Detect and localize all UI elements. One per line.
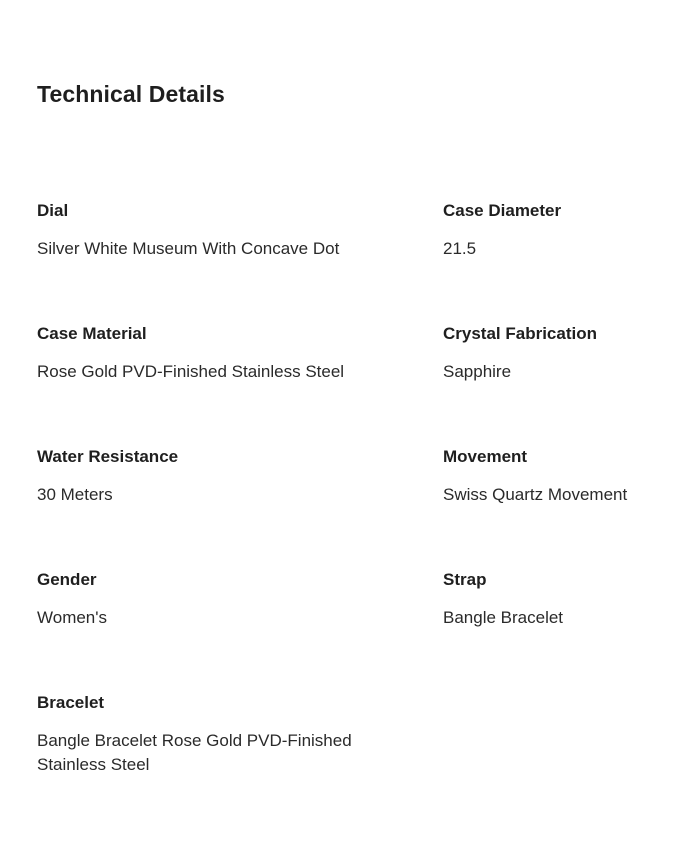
detail-value-bracelet: Bangle Bracelet Rose Gold PVD-Finished Stainless Steel <box>37 731 352 774</box>
detail-dial <box>37 201 443 324</box>
detail-value-strap: Bangle Bracelet <box>443 608 564 627</box>
detail-value-dial: Silver White Museum With Concave Dot <box>37 239 340 258</box>
detail-strap <box>443 570 657 693</box>
detail-label-strap: Strap <box>443 570 487 589</box>
detail-case-diameter <box>443 201 657 324</box>
detail-label-water-resistance: Water Resistance <box>37 447 179 466</box>
detail-value-case-diameter: 21.5 <box>443 239 477 258</box>
detail-value-movement: Swiss Quartz Movement <box>443 485 628 504</box>
technical-details-grid <box>37 201 663 816</box>
detail-label-crystal-fabrication: Crystal Fabrication <box>443 324 597 343</box>
detail-bracelet <box>37 693 443 816</box>
detail-label-case-material: Case Material <box>37 324 147 343</box>
detail-label-dial: Dial <box>37 201 69 220</box>
detail-gender <box>37 570 443 693</box>
detail-label-gender: Gender <box>37 570 97 589</box>
detail-water-resistance <box>37 447 443 570</box>
detail-label-bracelet: Bracelet <box>37 693 105 712</box>
detail-label-movement: Movement <box>443 447 528 466</box>
detail-movement <box>443 447 657 570</box>
detail-value-gender: Women's <box>37 608 108 627</box>
detail-crystal-fabrication <box>443 324 657 447</box>
section-title: Technical Details <box>37 81 225 107</box>
detail-value-crystal-fabrication: Sapphire <box>443 362 512 381</box>
detail-value-case-material: Rose Gold PVD-Finished Stainless Steel <box>37 362 345 381</box>
detail-case-material <box>37 324 443 447</box>
detail-label-case-diameter: Case Diameter <box>443 201 562 220</box>
detail-value-water-resistance: 30 Meters <box>37 485 113 504</box>
